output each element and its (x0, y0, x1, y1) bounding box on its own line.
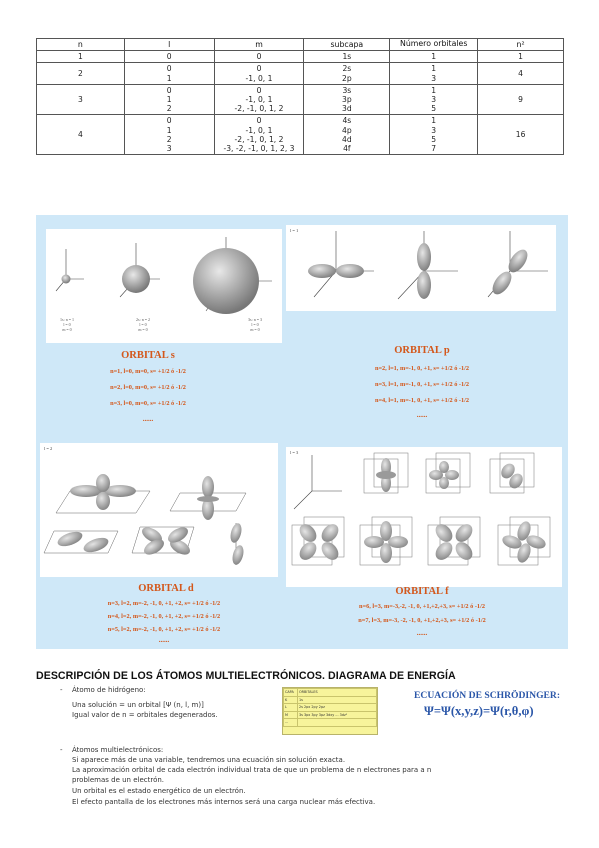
mini-table-cell: M (284, 711, 298, 719)
s-caption-3: 3s: n = 3 (248, 317, 262, 322)
hydrogen-line-2: Igual valor de n = orbitales degenerados. (72, 711, 218, 719)
cell-l-value: 1 (166, 95, 172, 105)
cell-n2: 4 (478, 63, 564, 84)
mini-table-row (284, 704, 377, 712)
mini-table-row (284, 689, 377, 697)
multielectron-line-1: Si aparece más de una variable, tendremos una ecuación sin solución exacta. (72, 756, 346, 764)
orbital-p-image (286, 225, 556, 311)
mini-table-row (284, 711, 377, 719)
cell-sub (304, 51, 390, 63)
cell-sub (304, 63, 390, 84)
shell-orbitals-mini-table (282, 687, 378, 735)
orbital-d-line-2: n=4, l=2, m=-2, -1, 0, +1, +2, s= +1/2 ó -1/2 (107, 613, 221, 620)
orbital-s-ellipsis: ...... (142, 415, 154, 423)
cell-l-value: 0 (166, 116, 172, 126)
cell-num (390, 84, 478, 115)
col-subcapa: subcapa (304, 39, 390, 51)
cell-num-value: 1 (431, 85, 437, 95)
cell-l-value: 1 (166, 73, 172, 83)
mini-table-cell: ... (284, 719, 298, 727)
s-caption-1: 1s: n = 1 (60, 317, 74, 322)
cell-num-value: 7 (431, 144, 437, 154)
orbital-p-ellipsis: ...... (416, 411, 428, 419)
cell-m-value: -3, -2, -1, 0, 1, 2, 3 (223, 144, 295, 154)
quantum-numbers-table (36, 38, 564, 155)
bullet-dash-2: - (60, 746, 63, 754)
cell-sub (304, 84, 390, 115)
cell-n: 4 (37, 115, 125, 155)
cell-sub-value: 4f (343, 144, 351, 154)
cell-n2: 1 (478, 51, 564, 63)
cell-num-value: 5 (431, 134, 437, 144)
cell-m (214, 63, 304, 84)
cell-num (390, 63, 478, 84)
cell-l-value: 0 (166, 85, 172, 95)
cell-sub-value: 4d (342, 134, 352, 144)
cell-l (124, 63, 214, 84)
multielectron-line-3: problemas de un electrón. (72, 776, 165, 784)
table-header-row (37, 39, 564, 51)
cell-l-value: 0 (166, 52, 172, 62)
multielectron-title: Átomos multielectrónicos: (72, 746, 164, 754)
cell-sub-value: 3p (342, 95, 352, 105)
cell-sub-value: 2p (342, 73, 352, 83)
orbital-f-line-1: n=6, l=3, m=-3,-2, -1, 0, +1,+2,+3, s= +1/2 ó -1/2 (359, 603, 485, 610)
cell-m-value: -1, 0, 1 (245, 73, 273, 83)
mini-table-cell: L (284, 704, 298, 712)
s-caption-2-l: l = 0 (139, 322, 147, 327)
cell-l-value: 0 (166, 64, 172, 74)
hydrogen-title: Átomo de hidrógeno: (72, 686, 146, 694)
multielectron-line-4: Un orbital es el estado energético de un electrón. (72, 787, 246, 795)
orbital-s-line-3: n=3, l=0, m=0, s= +1/2 ó -1/2 (110, 400, 186, 407)
orbital-f-image (286, 447, 562, 587)
cell-num-value: 5 (431, 104, 437, 114)
orbital-d-title: ORBITAL d (138, 583, 194, 594)
cell-l-value: 2 (166, 104, 172, 114)
mini-table-cell: K (284, 696, 298, 704)
bullet-dash-1: - (60, 686, 63, 694)
orbital-p-line-2: n=3, l=1, m=-1, 0, +1, s= +1/2 ó -1/2 (374, 381, 470, 388)
col-numero-orbitales: Número orbitales (390, 39, 478, 51)
cell-m-value: -1, 0, 1 (245, 125, 273, 135)
cell-num-value: 3 (431, 73, 437, 83)
cell-n2: 16 (478, 115, 564, 155)
s-caption-2: 2s: n = 2 (136, 317, 150, 322)
s-caption-3-m: m = 0 (250, 327, 260, 332)
d-orbitals-figure (40, 443, 278, 577)
mini-table-cell (298, 719, 377, 727)
cell-num-value: 1 (431, 116, 437, 126)
cell-m-value: 0 (256, 85, 262, 95)
multielectron-line-2: La aproximación orbital de cada electrón individual trata de que un problema de n electrones para a n (72, 766, 432, 774)
mini-table-row (284, 696, 377, 704)
orbital-s-image (46, 229, 282, 343)
orbital-s-title: ORBITAL s (121, 350, 175, 361)
hydrogen-line-1: Una solución = un orbital [Ψ (n, l, m)] (72, 701, 204, 709)
col-l: l (124, 39, 214, 51)
f-label: l = 3 (290, 450, 299, 455)
cell-num (390, 51, 478, 63)
orbital-p-title: ORBITAL p (394, 345, 450, 356)
cell-m-value: 0 (256, 64, 262, 74)
orbital-d-ellipsis: ...... (158, 636, 170, 644)
s-caption-1-m: m = 0 (62, 327, 72, 332)
p-label: l = 1 (290, 228, 299, 233)
mini-table-cell: 2s 2px 2py 2pz (298, 704, 377, 712)
mini-table-cell: CAPA (284, 689, 298, 697)
s-caption-1-l: l = 0 (63, 322, 71, 327)
table-row (37, 63, 564, 84)
mini-table-cell: ORBITALES (298, 689, 377, 697)
cell-m (214, 51, 304, 63)
cell-num-value: 3 (431, 95, 437, 105)
col-n2: n² (478, 39, 564, 51)
cell-l-value: 3 (166, 144, 172, 154)
cell-n: 1 (37, 51, 125, 63)
cell-sub-value: 4s (342, 116, 352, 126)
cell-sub-value: 3s (342, 85, 352, 95)
col-n: n (37, 39, 125, 51)
cell-l (124, 51, 214, 63)
cell-m-value: 0 (256, 52, 262, 62)
orbital-f-line-2: n=7, l=3, m=-3, -2, -1, 0, +1,+2,+3, s= +1/2 ó -1/2 (358, 617, 486, 624)
cell-num (390, 115, 478, 155)
cell-sub-value: 3d (342, 104, 352, 114)
orbital-d-line-1: n=3, l=2, m=-2, -1, 0, +1, +2, s= +1/2 ó -1/2 (107, 600, 221, 607)
cell-sub-value: 2s (342, 64, 352, 74)
s-caption-3-l: l = 0 (251, 322, 259, 327)
d-label: l = 2 (44, 446, 53, 451)
cell-sub (304, 115, 390, 155)
cell-num-value: 3 (431, 125, 437, 135)
orbital-p-line-1: n=2, l=1, m=-1, 0, +1, s= +1/2 ó -1/2 (374, 365, 470, 372)
section-heading: DESCRIPCIÓN DE LOS ÁTOMOS MULTIELECTRÓNICOS. DIAGRAMA DE ENERGÍA (36, 670, 456, 682)
cell-sub-value: 1s (342, 52, 352, 62)
cell-n2: 9 (478, 84, 564, 115)
table-row (37, 51, 564, 63)
cell-num-value: 1 (431, 64, 437, 74)
cell-l (124, 115, 214, 155)
orbital-d-line-3: n=5, l=2, m=-2, -1, 0, +1, +2, s= +1/2 ó -1/2 (107, 626, 221, 633)
cell-sub-value: 4p (342, 125, 352, 135)
multielectron-line-5: El efecto pantalla de los electrones más internos será una carga nuclear más efectiva. (72, 798, 376, 806)
schrodinger-title: ECUACIÓN DE SCHRÖDINGER: (414, 690, 561, 701)
cell-l-value: 1 (166, 125, 172, 135)
s-caption-2-m: m = 0 (138, 327, 148, 332)
orbital-d-image (40, 443, 278, 577)
cell-num-value: 1 (431, 52, 437, 62)
cell-n: 3 (37, 84, 125, 115)
mini-table-row (284, 719, 377, 727)
cell-m-value: -1, 0, 1 (245, 95, 273, 105)
orbital-f-title: ORBITAL f (395, 586, 449, 597)
orbital-p-line-3: n=4, l=1, m=-1, 0, +1, s= +1/2 ó -1/2 (374, 397, 470, 404)
cell-m-value: 0 (256, 116, 262, 126)
orbital-s-line-2: n=2, l=0, m=0, s= +1/2 ó -1/2 (110, 384, 186, 391)
f-orbitals-figure (286, 447, 562, 587)
p-orbitals-figure (286, 225, 556, 311)
orbital-s-line-1: n=1, l=0, m=0, s= +1/2 ó -1/2 (110, 368, 186, 375)
cell-m-value: -2, -1, 0, 1, 2 (234, 134, 284, 144)
col-m: m (214, 39, 304, 51)
cell-l (124, 84, 214, 115)
cell-n: 2 (37, 63, 125, 84)
cell-m-value: -2, -1, 0, 1, 2 (234, 104, 284, 114)
table-row (37, 84, 564, 115)
table-row (37, 115, 564, 155)
cell-l-value: 2 (166, 134, 172, 144)
cell-m (214, 115, 304, 155)
schrodinger-equation: Ψ=Ψ(x,y,z)=Ψ(r,θ,φ) (424, 704, 534, 718)
orbitals-panel (36, 215, 568, 649)
mini-table-cell: 3s 3px 3py 3pz 3dxy ... 3dz² (298, 711, 377, 719)
orbital-f-ellipsis: ...... (416, 629, 428, 637)
cell-m (214, 84, 304, 115)
mini-table-cell: 1s (298, 696, 377, 704)
